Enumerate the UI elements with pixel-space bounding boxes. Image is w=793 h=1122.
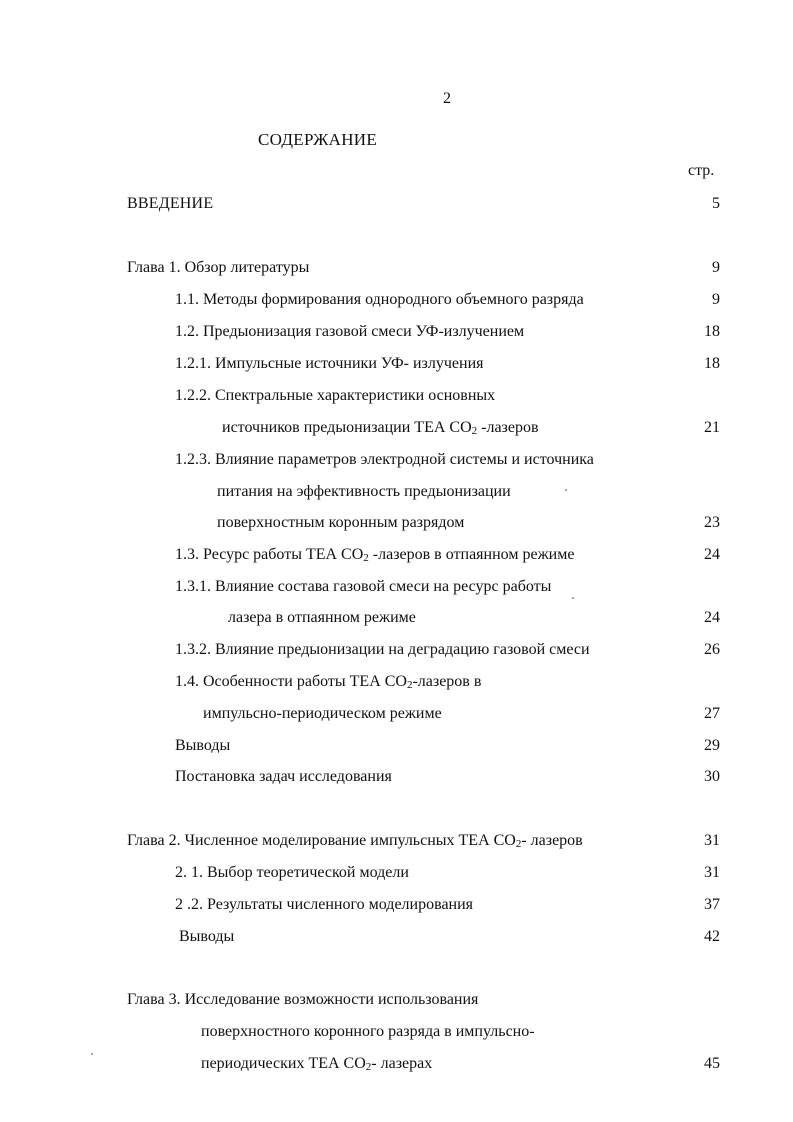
page-column-header: стр.	[688, 162, 715, 179]
toc-entry-1-2-3-line3: поверхностным коронным разрядом	[217, 514, 465, 531]
toc-entry-1-2: 1.2. Предыонизация газовой смеси УФ-излучением	[175, 323, 525, 340]
scan-speck	[565, 489, 567, 491]
page-number: 2	[443, 90, 451, 107]
toc-page-1-3-2: 26	[704, 641, 720, 658]
toc-entry-chapter-1-conclusions: Выводы	[175, 737, 231, 754]
toc-entry-1-4-line2: импульсно-периодическом режиме	[203, 705, 442, 722]
toc-entry-chapter-3-line1: Глава 3. Исследование возможности использования	[127, 991, 479, 1008]
toc-page-introduction: 5	[712, 195, 720, 212]
toc-page-1-3-1: 24	[704, 609, 720, 626]
toc-entry-1-3-1-line2: лазера в отпаянном режиме	[228, 609, 416, 626]
toc-page-1-2: 18	[704, 323, 720, 340]
toc-entry-introduction: ВВЕДЕНИЕ	[127, 195, 214, 212]
scan-speck	[91, 1053, 93, 1055]
toc-page-chapter-1: 9	[712, 259, 720, 276]
toc-entry-1-2-1: 1.2.1. Импульсные источники УФ- излучения	[175, 355, 484, 372]
toc-entry-2-2: 2 .2. Результаты численного моделирования	[175, 896, 474, 913]
toc-entry-1-2-3-line1: 1.2.3. Влияние параметров электродной системы и источника	[175, 451, 594, 468]
toc-page-1-3: 24	[704, 546, 720, 563]
toc-page-research-tasks: 30	[704, 768, 720, 785]
toc-entry-chapter-1: Глава 1. Обзор литературы	[127, 259, 310, 276]
toc-entry-chapter-3-line3: периодических ТЕА $СО_2-$ лазерах	[201, 1055, 433, 1073]
toc-entry-1-1: 1.1. Методы формирования однородного объемного разряда	[175, 291, 584, 308]
toc-page-1-1: 9	[712, 291, 720, 308]
toc-page-chapter-2: 31	[704, 832, 720, 849]
toc-entry-1-3-2: 1.3.2. Влияние предыонизации на деградацию газовой смеси	[175, 641, 590, 658]
toc-page-1-2-2: 21	[704, 419, 720, 436]
toc-page-2-1: 31	[704, 864, 720, 881]
scan-speck	[572, 597, 574, 599]
toc-page-chapter-2-conclusions: 42	[704, 928, 720, 945]
toc-entry-chapter-2-conclusions: Выводы	[179, 928, 235, 945]
toc-title: СОДЕРЖАНИЕ	[258, 130, 378, 149]
toc-entry-1-2-2-line1: 1.2.2. Спектральные характеристики основных	[175, 387, 496, 404]
toc-page-1-2-1: 18	[704, 355, 720, 372]
toc-page-2-2: 37	[704, 896, 720, 913]
toc-entry-1-4-line1: 1.4. Особенности работы ТЕА $СО_2$-лазеров в	[175, 673, 482, 691]
toc-entry-chapter-3-line2: поверхностного коронного разряда в импульсно-	[201, 1023, 535, 1040]
toc-entry-1-3: 1.3. Ресурс работы ТЕА $СО_2$ -лазеров в отпаянном режиме	[175, 546, 575, 564]
toc-page-1-4: 27	[704, 705, 720, 722]
toc-entry-2-1: 2. 1. Выбор теоретической модели	[175, 864, 409, 881]
toc-entry-1-3-1-line1: 1.3.1. Влияние состава газовой смеси на ресурс работы	[175, 578, 552, 595]
toc-entry-research-tasks: Постановка задач исследования	[175, 768, 392, 785]
toc-page-1-2-3: 23	[704, 514, 720, 531]
toc-entry-1-2-3-line2: питания на эффективность предыонизации	[217, 483, 511, 500]
toc-entry-chapter-2: Глава 2. Численное моделирование импульсных ТЕА $СО_2-$ лазеров	[127, 832, 583, 850]
toc-entry-1-2-2-line2: источников предыонизации ТЕА $СО_2$ -лазеров	[222, 419, 539, 437]
toc-page-chapter-3: 45	[704, 1055, 720, 1072]
toc-page-chapter-1-conclusions: 29	[704, 737, 720, 754]
